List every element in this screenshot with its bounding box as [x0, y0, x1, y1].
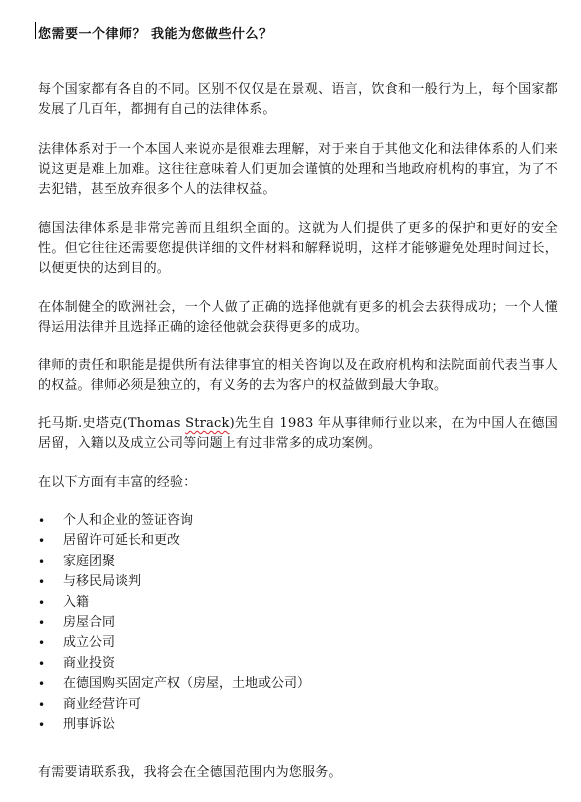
list-item-label: 房屋合同	[63, 614, 116, 630]
list-item	[38, 715, 310, 735]
list-item	[38, 552, 310, 572]
list-item	[38, 572, 310, 592]
experience-list	[38, 511, 310, 735]
closing-paragraph: 有需要请联系我，我将会在全德国范围内为您服务。	[38, 765, 342, 780]
list-item	[38, 593, 310, 613]
list-item-label: 入籍	[63, 594, 90, 610]
lawyer-intro-prefix: 托马斯.史塔克(Thomas	[38, 416, 186, 431]
lawyer-intro-paragraph	[38, 414, 558, 454]
list-item-label: 个人和企业的签证咨询	[63, 513, 194, 528]
bullet-icon: •	[38, 575, 46, 590]
bullet-icon: •	[38, 656, 46, 671]
paragraph-1: 每个国家都有各自的不同。区别不仅仅是在景观、语言，饮食和一般行为上，每个国家都发展了几百年，都拥有自己的法律体系。	[38, 82, 558, 117]
bullet-icon: •	[38, 514, 46, 528]
list-item	[38, 674, 310, 694]
list-item-label: 刑事诉讼	[63, 716, 116, 732]
paragraph-4: 在体制健全的欧洲社会，一个人做了正确的选择他就有更多的机会去获得成功；一个人懂得运用法律并且选择正确的途径他就会获得更多的成功。	[38, 300, 558, 335]
list-item-label: 在德国购买固定产权（房屋，土地或公司）	[63, 676, 311, 692]
list-item-label: 家庭团聚	[63, 553, 116, 569]
bullet-icon: •	[38, 677, 46, 692]
bullet-icon: •	[38, 717, 46, 732]
list-item	[38, 511, 310, 531]
bullet-icon: •	[38, 697, 46, 712]
bullet-icon: •	[38, 595, 46, 610]
bullet-icon: •	[38, 615, 46, 630]
bullet-icon: •	[38, 636, 46, 651]
list-item-label: 居留许可延长和更改	[63, 533, 181, 549]
list-item-label: 商业投资	[63, 655, 116, 671]
document-title: 您需要一个律师？ 我能为您做些什么？	[38, 27, 273, 42]
list-item-label: 成立公司	[63, 635, 116, 651]
list-item	[38, 695, 310, 715]
experience-heading: 在以下方面有丰富的经验：	[38, 475, 197, 490]
paragraph-5: 律师的责任和职能是提供所有法律事宜的相关咨询以及在政府机构和法院面前代表当事人的权益。律师必须是独立的，有义务的去为客户的权益做到最大争取。	[38, 358, 558, 393]
list-item	[38, 613, 310, 633]
text-cursor	[35, 22, 36, 39]
misspelled-word[interactable]: Strack	[185, 416, 230, 431]
list-item-label: 商业经营许可	[63, 696, 142, 712]
lawyer-intro-suffix: )先生自 1983 年从事律师行业以来，在为中国人在德国居留，入籍以及成立公司等问题上有过非常多的成功案例。	[38, 416, 558, 451]
paragraph-2: 法律体系对于一个本国人来说亦是很难去理解，对于来自于其他文化和法律体系的人们来说这更是难上加难。这往往意味着人们更加会谨慎的处理和当地政府机构的事宜，为了不去犯错，甚至放弃很多个人的法律权益。	[38, 142, 558, 197]
bullet-icon: •	[38, 534, 46, 549]
list-item-label: 与移民局谈判	[63, 574, 142, 590]
paragraph-3: 德国法律体系是非常完善而且组织全面的。这就为人们提供了更多的保护和更好的安全性。但它往往还需要您提供详细的文件材料和解释说明，这样才能够避免处理时间过长，以便更快的达到目的。	[38, 221, 558, 276]
list-item	[38, 654, 310, 674]
list-item	[38, 633, 310, 653]
list-item	[38, 531, 310, 551]
bullet-icon: •	[38, 554, 46, 569]
